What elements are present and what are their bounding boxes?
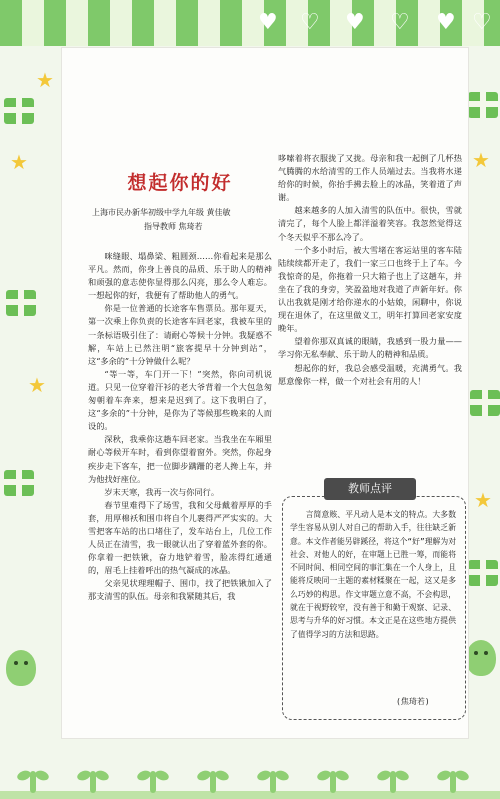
star-icon: ★ [28,373,46,397]
sprout-icon [210,771,216,793]
article-byline [92,206,272,234]
heart-icon: ♥ [258,10,278,35]
star-icon: ★ [474,488,492,512]
paragraph: 春节里难得下了场雪，我和父母戴着厚厚的手套，用厚棉袄和围巾将自个儿裹得严严实实的。大雪把客车站的出口堵住了，发车站台上，几位工作人员正在清雪，我一眼就认出了穿着蓝外套的你。你拿着一把铁锹，奋力地铲着雪，脸冻得红通通的，眉毛上挂着呼出的热气凝成的冰晶。 [88,499,272,576]
star-icon: ★ [472,148,490,172]
gift-icon [468,92,498,118]
bottom-grass-border [0,744,500,799]
paragraph: 你是一位普通的长途客车售票员。那年夏天，第一次乘上你负责的长途客车回老家，我被车里的一条标语吸引住了：请耐心等候十分钟。我疑惑不解，车站上已然注明“旅客提早十分钟到站”，这“多余的”十分钟做什么呢？ [88,303,272,366]
heart-outline-icon: ♡ [300,10,320,35]
star-icon: ★ [10,150,28,174]
article-title: 想起你的好 [127,172,233,194]
heart-outline-icon: ♡ [472,10,492,35]
paragraph: 一个多小时后，被大雪堵在客运站里的客车陆陆续续都开走了，我们一家三口也终于上了车。今我惊奇的是，你拖着一只大箱子也上了这趟车，并坐在了我的身旁，笑盈盈地对我道了声新年好。你认出我就是刚才给你递水的小姑娘，闲聊中，你说现在退休了，在这里做义工，明年打算回老家安度晚年。 [278,244,462,334]
article-left-column [88,250,272,604]
sprout-icon [450,771,456,793]
gift-icon [4,98,34,124]
paragraph: 父亲见状理理帽子、围巾，找了把铁锹加入了那支清雪的队伍。母亲和我紧随其后，我 [88,578,272,602]
paragraph: 咪缝眼、塌鼻梁、粗圆颈……你看起来是那么平凡。然而，你身上善良的品质、乐于助人的精神和顽强的意志使你显得那么闪亮，那么令人难忘。一想起你的好，我便有了帮助他人的勇气。 [88,251,272,301]
sprout-icon [30,771,36,793]
sprout-icon [270,771,276,793]
heart-icon: ♥ [345,10,365,35]
teacher-comment-text [290,508,456,641]
gift-icon [470,390,500,416]
paragraph: 想起你的好，我总会感受温暖，充满勇气。我愿意像你一样，做一个对社会有用的人！ [278,362,462,386]
top-stripe-border [0,0,500,46]
star-icon: ★ [36,68,54,92]
paragraph: 岁末天寒，我再一次与你同行。 [104,486,220,497]
paragraph: 深秋，我乘你这趟车回老家。当我坐在车厢里耐心等候开车时，看到你望着窗外。突然，你起身疾步走下客车，把一位脚步蹒跚的老人搀上车，并为他找好座位。 [88,434,272,484]
gift-icon [6,290,36,316]
teacher-comment-signature: (焦琦若) [396,697,430,706]
sprout-icon [90,771,96,793]
sprout-icon [330,771,336,793]
ground-strip [0,791,500,799]
gift-icon [468,560,498,586]
gift-icon [4,470,34,496]
heart-outline-icon: ♡ [390,10,410,35]
paragraph: “等一等，车门开一下！”突然，你向司机说道。只见一位穿着汗衫的老大爷背着一个大包急匆匆朝着车奔来，想来是迟到了。这下我明白了，这“多余的”十分钟，是你为了等候那些晚来的人而设的。 [88,368,272,432]
pea-character-icon [6,650,36,686]
pea-character-icon [466,640,496,676]
heart-icon: ♥ [436,10,456,35]
sprout-icon [390,771,396,793]
teacher-line: 指导教师 焦琦若 [144,222,203,231]
author-line: 上海市民办新华初级中学九年级 黄佳敏 [92,208,231,217]
paragraph: 越来越多的人加入清雪的队伍中。很快，雪就清完了，每个人脸上都洋溢着笑容。我忽然觉得这个冬天似乎不那么冷了。 [278,205,462,242]
paragraph: 哆嗦着将衣服拢了又拢。母亲和我一起倒了几杯热气腾腾的水给清雪的工作人员端过去。当我将水递给你的时候，你抬手拂去脸上的冰晶，笑着道了声谢。 [278,153,462,203]
comment-paragraph: 言简意赅、平凡动人是本文的特点。大多数学生容易从别人对自己的帮助入手，往往缺乏新意。本文作者能另辟蹊径，将这个“好”理解为对社会、对他人的好，在审题上已胜一筹，而能将不同时间、相同空间的事汇集在一个人身上，且能将反映同一主题的素材糅聚在一起，这又是多么巧妙的构思。作文审题立意不高，不会构思，就在于视野较窄，没有善于和勤于观察、记录、思考与升华的好习惯。本文正是在这些地方提供了值得学习的方法和思路。 [290,510,456,639]
teacher-comment-heading: 教师点评 [324,478,416,500]
paragraph: 望着你那双真诚的眼睛，我感到一股力量——学习你无私奉献、乐于助人的精神和品质。 [278,336,462,360]
article-right-column [278,152,462,388]
sprout-icon [150,771,156,793]
